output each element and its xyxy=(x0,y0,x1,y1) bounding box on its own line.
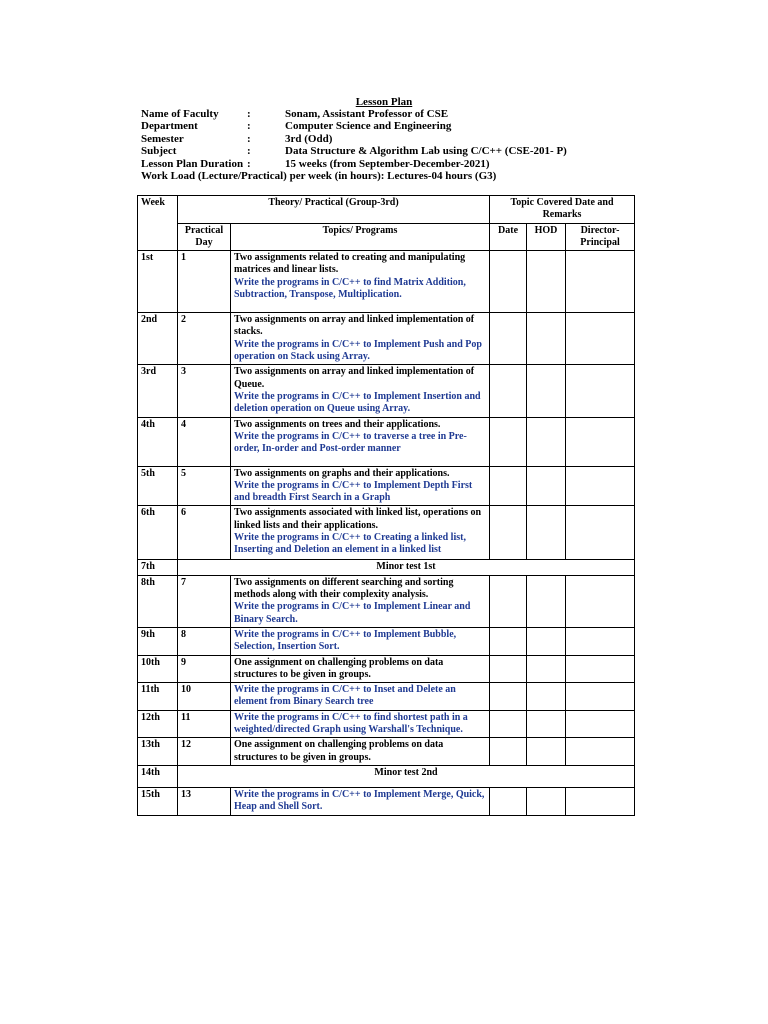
date-cell xyxy=(490,738,527,766)
table-row xyxy=(138,683,635,711)
practical-day-cell: 2 xyxy=(178,313,231,365)
week-cell: 3rd xyxy=(138,365,178,417)
header-row xyxy=(138,196,635,224)
practical-day-cell: 1 xyxy=(178,251,231,313)
hod-cell xyxy=(527,313,566,365)
director-cell xyxy=(566,787,635,815)
topic-text: Two assignments on different searching and sorting methods along with their complexity analysis. xyxy=(234,576,454,601)
table-row xyxy=(138,627,635,655)
theory-header: Theory/ Practical (Group-3rd) xyxy=(178,196,490,224)
program-text: Write the programs in C/C++ to Implement Bubble, Selection, Insertion Sort. xyxy=(234,628,457,653)
week-cell: 9th xyxy=(138,627,178,655)
meta-value: Sonam, Assistant Professor of CSE xyxy=(285,108,449,120)
week-cell: 10th xyxy=(138,655,178,683)
topic-cell xyxy=(231,365,490,417)
covered-header: Topic Covered Date and Remarks xyxy=(490,196,635,224)
meta-colon: : xyxy=(247,145,251,158)
topic-text: Two assignments associated with linked list, operations on linked lists and their applications. xyxy=(234,507,482,531)
practical-day-cell: 4 xyxy=(178,417,231,466)
director-cell xyxy=(566,710,635,738)
program-text: Write the programs in C/C++ to find Matrix Addition, Subtraction, Transpose, Multiplication. xyxy=(234,276,466,301)
week-cell: 13th xyxy=(138,738,178,766)
meta-label: Lesson Plan Duration xyxy=(141,157,244,170)
minor-test-row xyxy=(138,560,635,575)
hod-cell xyxy=(527,251,566,313)
date-header: Date xyxy=(490,223,527,251)
director-cell xyxy=(566,683,635,711)
program-text: Write the programs in C/C++ to Implement Merge, Quick, Heap and Shell Sort. xyxy=(234,788,485,813)
topic-text: Two assignments on trees and their applications. xyxy=(234,418,441,430)
topic-text: One assignment on challenging problems on data structures to be given in groups. xyxy=(234,739,444,763)
topic-cell xyxy=(231,787,490,815)
director-cell xyxy=(566,738,635,766)
week-cell: 15th xyxy=(138,787,178,815)
director-cell xyxy=(566,627,635,655)
date-cell xyxy=(490,575,527,627)
meta-value: Computer Science and Engineering xyxy=(285,120,452,133)
meta-value: Data Structure & Algorithm Lab using C/C++ (CSE-201- P) xyxy=(285,145,567,158)
meta-colon: : xyxy=(247,132,251,145)
topic-cell xyxy=(231,738,490,766)
program-text: Write the programs in C/C++ to Creating a linked list, Inserting and Deletion an element in a linked list xyxy=(234,532,466,556)
meta-row-department xyxy=(141,120,661,132)
page-title: Lesson Plan xyxy=(355,96,413,108)
week-cell: 2nd xyxy=(138,313,178,365)
practical-day-cell: 9 xyxy=(178,655,231,683)
week-cell: 11th xyxy=(138,683,178,711)
table-row xyxy=(138,313,635,365)
week-cell: 14th xyxy=(138,765,178,787)
week-cell: 4th xyxy=(138,417,178,466)
date-cell xyxy=(490,655,527,683)
topic-text: Two assignments on graphs and their applications. xyxy=(234,467,450,479)
meta-row-subject xyxy=(141,145,661,157)
table-row xyxy=(138,738,635,766)
program-text: Write the programs in C/C++ to Implement Linear and Binary Search. xyxy=(234,601,471,625)
week-cell: 1st xyxy=(138,251,178,313)
program-text: Write the programs in C/C++ to Implement Insertion and deletion operation on Queue using Array. xyxy=(234,390,481,415)
week-cell: 12th xyxy=(138,710,178,738)
meta-row-duration xyxy=(141,158,661,170)
workload-line: Work Load (Lecture/Practical) per week (in hours): Lectures-04 hours (G3) xyxy=(141,170,497,183)
table-row xyxy=(138,575,635,627)
hod-cell xyxy=(527,787,566,815)
meta-value: 3rd (Odd) xyxy=(285,132,333,145)
table-row xyxy=(138,506,635,560)
hod-cell xyxy=(527,655,566,683)
meta-label: Subject xyxy=(141,145,177,158)
meta-label: Name of Faculty xyxy=(141,108,219,120)
minor-test-row xyxy=(138,765,635,787)
director-cell xyxy=(566,313,635,365)
week-cell: 7th xyxy=(138,560,178,575)
date-cell xyxy=(490,787,527,815)
topic-cell xyxy=(231,627,490,655)
meta-colon: : xyxy=(247,120,251,133)
meta-colon: : xyxy=(247,157,251,170)
lesson-plan-details xyxy=(141,108,661,182)
practical-day-cell: 12 xyxy=(178,738,231,766)
hod-cell xyxy=(527,417,566,466)
meta-value: 15 weeks (from September-December-2021) xyxy=(285,157,490,170)
lesson-plan-body xyxy=(138,251,635,815)
topic-cell xyxy=(231,466,490,506)
program-text: Write the programs in C/C++ to Implement Push and Pop operation on Stack using Array. xyxy=(234,338,482,363)
topic-text: Two assignments related to creating and manipulating matrices and linear lists. xyxy=(234,252,466,276)
minor-test-cell: Minor test 1st xyxy=(178,560,635,575)
date-cell xyxy=(490,365,527,417)
topic-cell xyxy=(231,575,490,627)
director-cell xyxy=(566,251,635,313)
topic-cell xyxy=(231,313,490,365)
practical-day-cell: 7 xyxy=(178,575,231,627)
program-text: Write the programs in C/C++ to traverse a tree in Pre-order, In-order and Post-order manner xyxy=(234,430,467,455)
minor-test-cell: Minor test 2nd xyxy=(178,765,635,787)
program-text: Write the programs in C/C++ to Inset and Delete an element from Binary Search tree xyxy=(234,684,456,708)
meta-row-faculty xyxy=(141,108,661,120)
practical-day-cell: 5 xyxy=(178,466,231,506)
topic-text: One assignment on challenging problems on data structures to be given in groups. xyxy=(234,656,444,680)
topic-cell xyxy=(231,251,490,313)
meta-label: Semester xyxy=(141,132,184,145)
topic-cell xyxy=(231,683,490,711)
hod-cell xyxy=(527,506,566,560)
director-cell xyxy=(566,365,635,417)
table-row xyxy=(138,417,635,466)
practical-day-cell: 3 xyxy=(178,365,231,417)
date-cell xyxy=(490,417,527,466)
date-cell xyxy=(490,313,527,365)
practical-day-header: Practical Day xyxy=(178,223,231,251)
director-cell xyxy=(566,466,635,506)
meta-row-semester xyxy=(141,133,661,145)
topics-header: Topics/ Programs xyxy=(231,223,490,251)
practical-day-cell: 11 xyxy=(178,710,231,738)
week-cell: 8th xyxy=(138,575,178,627)
topic-cell xyxy=(231,506,490,560)
topic-cell xyxy=(231,655,490,683)
table-row xyxy=(138,251,635,313)
date-cell xyxy=(490,466,527,506)
topic-text: Two assignments on array and linked implementation of stacks. xyxy=(234,314,475,338)
date-cell xyxy=(490,506,527,560)
hod-cell xyxy=(527,365,566,417)
director-cell xyxy=(566,655,635,683)
meta-colon: : xyxy=(247,108,251,120)
practical-day-cell: 13 xyxy=(178,787,231,815)
program-text: Write the programs in C/C++ to find shortest path in a weighted/directed Graph using Warshall's Technique. xyxy=(234,711,468,736)
subheader-row xyxy=(138,223,635,251)
week-cell: 5th xyxy=(138,466,178,506)
week-cell: 6th xyxy=(138,506,178,560)
practical-day-cell: 8 xyxy=(178,627,231,655)
date-cell xyxy=(490,251,527,313)
hod-cell xyxy=(527,710,566,738)
practical-day-cell: 6 xyxy=(178,506,231,560)
hod-cell xyxy=(527,627,566,655)
table-row xyxy=(138,787,635,815)
hod-cell xyxy=(527,738,566,766)
date-cell xyxy=(490,683,527,711)
hod-cell xyxy=(527,683,566,711)
table-row xyxy=(138,466,635,506)
hod-cell xyxy=(527,466,566,506)
practical-day-cell: 10 xyxy=(178,683,231,711)
director-cell xyxy=(566,506,635,560)
hod-cell xyxy=(527,575,566,627)
program-text: Write the programs in C/C++ to Implement Depth First and breadth First Search in a Graph xyxy=(234,479,473,504)
meta-label: Department xyxy=(141,120,198,133)
director-cell xyxy=(566,417,635,466)
table-row xyxy=(138,655,635,683)
table-row xyxy=(138,710,635,738)
lesson-plan-table xyxy=(137,195,635,816)
topic-text: Two assignments on array and linked implementation of Queue. xyxy=(234,366,475,390)
hod-header: HOD xyxy=(527,223,566,251)
week-header: Week xyxy=(138,196,178,251)
director-header: Director-Principal xyxy=(566,223,635,251)
table-row xyxy=(138,365,635,417)
topic-cell xyxy=(231,417,490,466)
director-cell xyxy=(566,575,635,627)
date-cell xyxy=(490,627,527,655)
date-cell xyxy=(490,710,527,738)
topic-cell xyxy=(231,710,490,738)
